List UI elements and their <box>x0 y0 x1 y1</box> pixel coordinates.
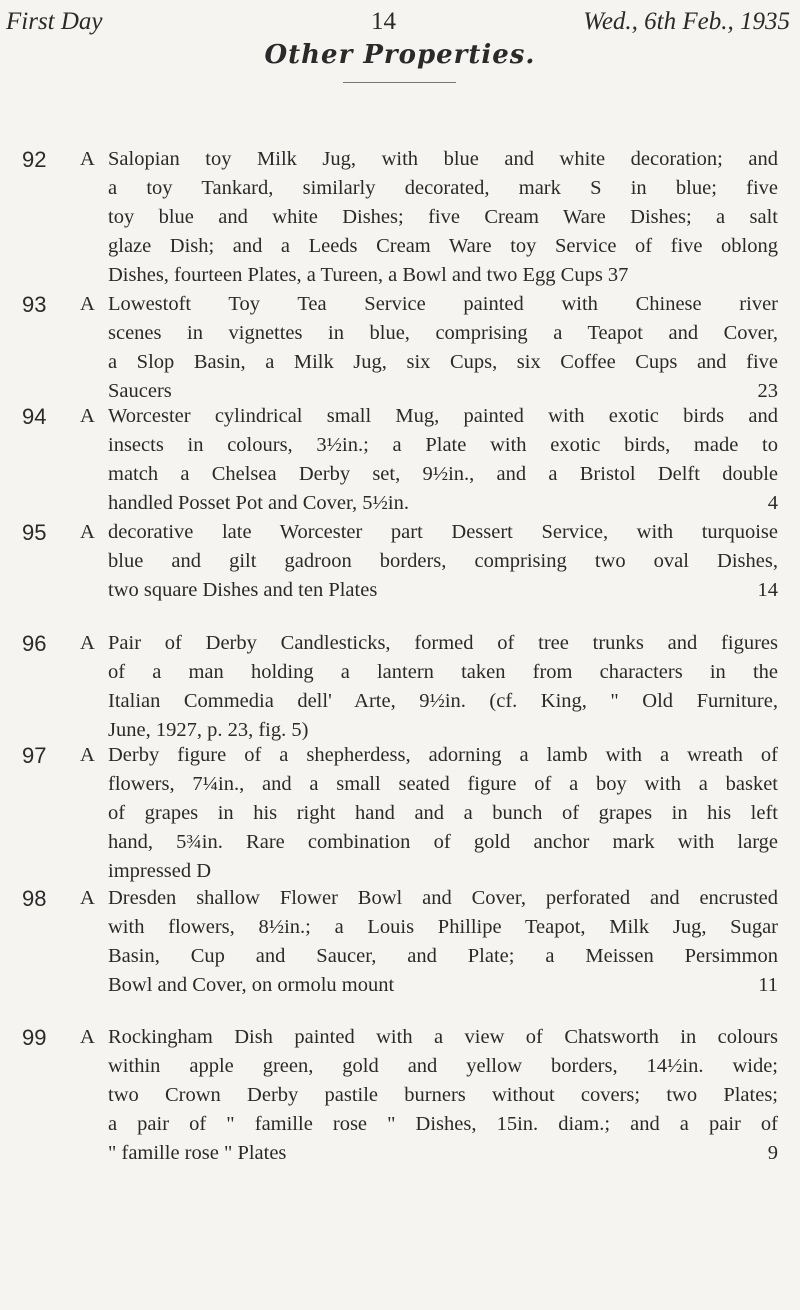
lot-line: scenes in vignettes in blue, comprising a Teapot and Cover, <box>108 322 778 344</box>
lot-description <box>108 402 778 518</box>
lot-article: A <box>80 148 95 170</box>
lot-article: A <box>80 521 95 543</box>
lot-line: Dresden shallow Flower Bowl and Cover, perforated and encrusted <box>108 887 778 909</box>
lot-line: impressed D <box>108 860 212 882</box>
lot-line: hand, 5¾in. Rare combination of gold anchor mark with large <box>108 831 778 853</box>
lot-number: 95 <box>22 520 47 545</box>
lot-line: Pair of Derby Candlesticks, formed of tree trunks and figures <box>108 632 778 654</box>
lot-description <box>108 741 778 886</box>
lot-price: 4 <box>767 492 778 514</box>
lot-line: toy blue and white Dishes; five Cream Ware Dishes; a salt <box>108 206 778 228</box>
lot-number: 98 <box>22 886 47 911</box>
lot-line: Italian Commedia dell' Arte, 9½in. (cf. King, " Old Furniture, <box>108 690 778 712</box>
lot-line: Lowestoft Toy Tea Service painted with Chinese river <box>108 293 778 315</box>
lot-number: 93 <box>22 292 47 317</box>
lot-article: A <box>80 887 95 909</box>
lot-line: handled Posset Pot and Cover, 5½in. 4 <box>108 489 778 518</box>
lot-line: two Crown Derby pastile burners without covers; two Plates; <box>108 1084 778 1106</box>
lot-line: Salopian toy Milk Jug, with blue and white decoration; and <box>108 148 778 170</box>
lot-description <box>108 629 778 745</box>
lot-line: Saucers 23 <box>108 377 778 406</box>
lot-line: Bowl and Cover, on ormolu mount 11 <box>108 971 778 1000</box>
lot-line: a toy Tankard, similarly decorated, mark S in blue; five <box>108 177 778 199</box>
lot-line: June, 1927, p. 23, fig. 5) <box>108 719 309 741</box>
lot-line: Basin, Cup and Saucer, and Plate; a Meissen Persimmon <box>108 945 778 967</box>
lot-line: of a man holding a lantern taken from characters in the <box>108 661 778 683</box>
sale-date: Wed., 6th Feb., 1935 <box>583 8 790 35</box>
lot-article: A <box>80 744 95 766</box>
section-title: Other Properties. <box>264 40 536 70</box>
lot-line: glaze Dish; and a Leeds Cream Ware toy Service of five oblong <box>108 235 778 257</box>
lot-number: 94 <box>22 404 47 429</box>
lot-line: Derby figure of a shepherdess, adorning a lamb with a wreath of <box>108 744 778 766</box>
lot-line: a pair of " famille rose " Dishes, 15in. diam.; and a pair of <box>108 1113 778 1135</box>
page-number: 14 <box>371 8 396 35</box>
lot-price: 14 <box>757 579 778 601</box>
lot-line: two square Dishes and ten Plates 14 <box>108 576 778 605</box>
lot-description <box>108 884 778 1000</box>
lot-line: with flowers, 8½in.; a Louis Phillipe Teapot, Milk Jug, Sugar <box>108 916 778 938</box>
lot-line: Dishes, fourteen Plates, a Tureen, a Bowl and two Egg Cups 37 <box>108 264 629 286</box>
lot-article: A <box>80 405 95 427</box>
lot-description <box>108 290 778 406</box>
lot-price: 23 <box>757 380 778 402</box>
lot-price: 11 <box>758 974 778 996</box>
page-header <box>0 8 800 42</box>
sale-day: First Day <box>6 8 103 35</box>
lot-line: Rockingham Dish painted with a view of Chatsworth in colours <box>108 1026 778 1048</box>
lot-line: match a Chelsea Derby set, 9½in., and a Bristol Delft double <box>108 463 778 485</box>
lot-line: Worcester cylindrical small Mug, painted with exotic birds and <box>108 405 778 427</box>
lot-line: insects in colours, 3½in.; a Plate with exotic birds, made to <box>108 434 778 456</box>
lot-line: blue and gilt gadroon borders, comprising two oval Dishes, <box>108 550 778 572</box>
lot-description <box>108 518 778 605</box>
lot-article: A <box>80 293 95 315</box>
lot-line: of grapes in his right hand and a bunch of grapes in his left <box>108 802 778 824</box>
lot-article: A <box>80 1026 95 1048</box>
title-rule <box>343 82 456 83</box>
lot-number: 92 <box>22 147 47 172</box>
lot-line: within apple green, gold and yellow borders, 14½in. wide; <box>108 1055 778 1077</box>
lot-description <box>108 1023 778 1168</box>
lot-number: 97 <box>22 743 47 768</box>
lot-line: " famille rose " Plates 9 <box>108 1139 778 1168</box>
lot-line: a Slop Basin, a Milk Jug, six Cups, six Coffee Cups and five <box>108 351 778 373</box>
lot-price: 9 <box>767 1142 778 1164</box>
lot-description <box>108 145 778 290</box>
lot-line: flowers, 7¼in., and a small seated figure of a boy with a basket <box>108 773 778 795</box>
lot-article: A <box>80 632 95 654</box>
lot-number: 96 <box>22 631 47 656</box>
lot-number: 99 <box>22 1025 47 1050</box>
lot-line: decorative late Worcester part Dessert Service, with turquoise <box>108 521 778 543</box>
